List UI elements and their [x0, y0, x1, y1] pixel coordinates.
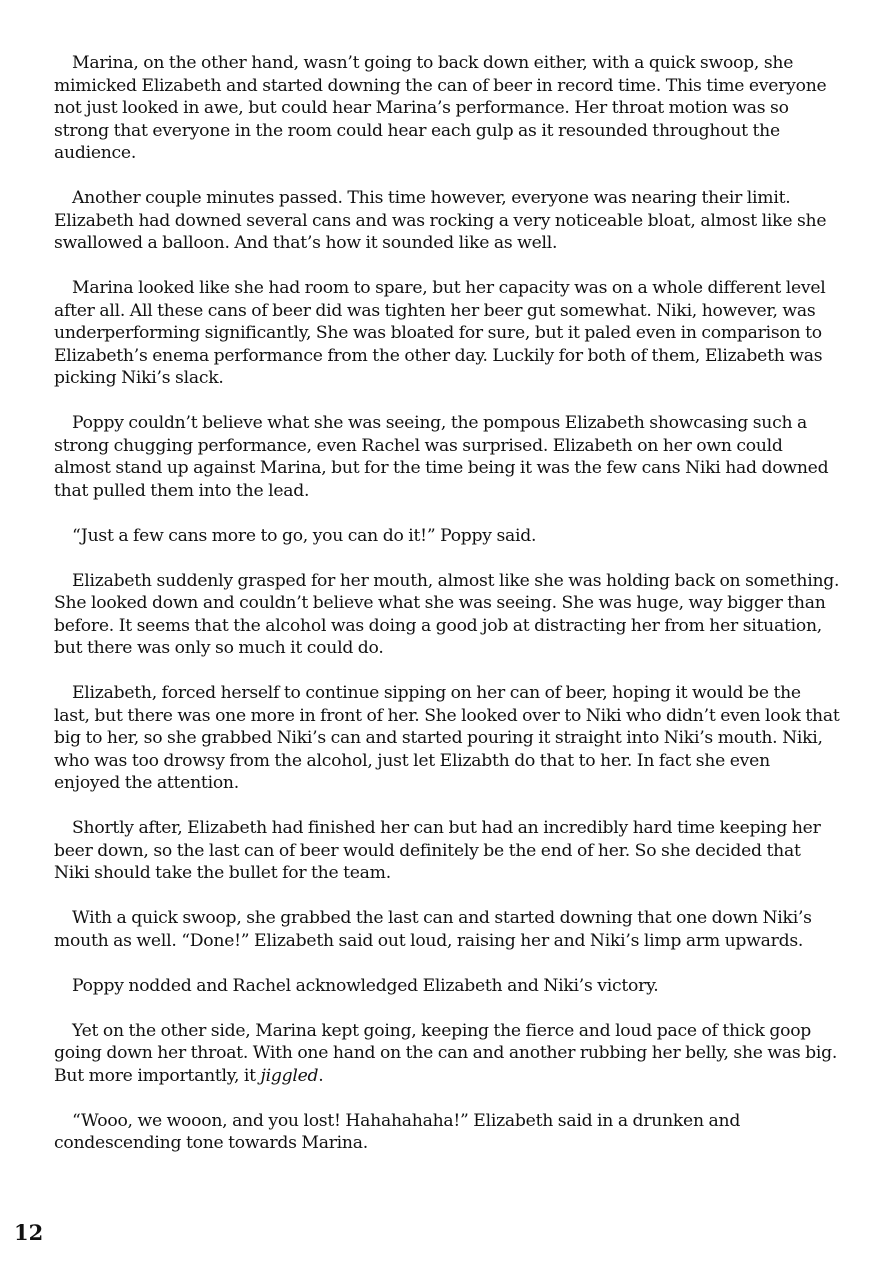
paragraph: Elizabeth suddenly grasped for her mouth, almost like she was holding back on something. She looked down and couldn’t believe what she was seeing. She was huge, way bigger than before. It seems that the alcohol was doing a good job at distracting her from her situation, but there was only so much it could do. [54, 570, 840, 658]
emphasized-word: jiggled [260, 1065, 319, 1086]
paragraph: Another couple minutes passed. This time however, everyone was nearing their limit. Elizabeth had downed several cans and was rocking a very noticeable bloat, almost like she swallowed a balloon. And that’s how it sounded like as well. [54, 188, 827, 253]
paragraph: Poppy couldn’t believe what she was seeing, the pompous Elizabeth showcasing such a strong chugging performance, even Rachel was surprised. Elizabeth on her own could almost stand up against Marina, but for the time being it was the few cans Niki had downed that pulled them into the lead. [54, 413, 829, 501]
page-number: 12 [14, 1220, 44, 1245]
paragraph-end-punctuation: . [318, 1065, 324, 1086]
paragraph: Elizabeth, forced herself to continue sipping on her can of beer, hoping it would be the last, but there was one more in front of her. She looked over to Niki who didn’t even look that big to her, so she grabbed Niki’s can and started pouring it straight into Niki’s mouth. Niki, who was too drowsy from the alcohol, just let Elizabth do that to her. In fact she even enjoyed the attention. [54, 683, 840, 793]
paragraph: Poppy nodded and Rachel acknowledged Elizabeth and Niki’s victory. [72, 975, 659, 996]
page-body [54, 52, 840, 1177]
paragraph: “Wooo, we wooon, and you lost! Hahahahaha!” Elizabeth said in a drunken and condescending tone towards Marina. [54, 1110, 741, 1153]
paragraph: Marina looked like she had room to spare, but her capacity was on a whole different level after all. All these cans of beer did was tighten her beer gut somewhat. Niki, however, was underperforming significantly, She was bloated for sure, but it paled even in comparison to Elizabeth’s enema performance from the other day. Luckily for both of them, Elizabeth was picking Niki’s slack. [54, 278, 826, 388]
paragraph: Marina, on the other hand, wasn’t going to back down either, with a quick swoop, she mimicked Elizabeth and started downing the can of beer in record time. This time everyone not just looked in awe, but could hear Marina’s performance. Her throat motion was so strong that everyone in the room could hear each gulp as it resounded throughout the audience. [54, 53, 827, 163]
paragraph: Shortly after, Elizabeth had finished her can but had an incredibly hard time keeping her beer down, so the last can of beer would definitely be the end of her. So she decided that Niki should take the bullet for the team. [54, 818, 821, 883]
paragraph-with-emphasis [54, 1020, 840, 1088]
paragraph: With a quick swoop, she grabbed the last can and started downing that one down Niki’s mouth as well. “Done!” Elizabeth said out loud, raising her and Niki’s limp arm upwards. [54, 908, 812, 951]
paragraph: “Just a few cans more to go, you can do it!” Poppy said. [72, 525, 537, 546]
paragraph-text: Yet on the other side, Marina kept going, keeping the fierce and loud pace of thick goop going down her throat. With one hand on the can and another rubbing her belly, she was big. But more importantly, it [54, 1020, 838, 1086]
